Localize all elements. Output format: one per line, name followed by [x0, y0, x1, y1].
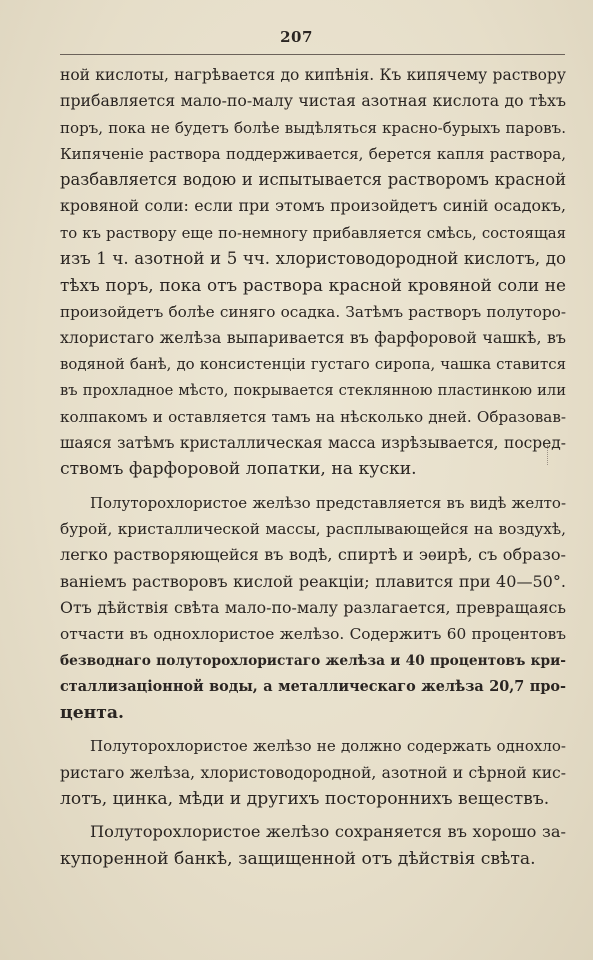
text-line: Полуторохлористое желѣзо не должно содержать однохло-: [90, 737, 566, 756]
text-line: въ прохладное мѣсто, покрывается стеклянною пластинкою или: [60, 381, 566, 399]
text-line: отчасти въ однохлористое желѣзо. Содержитъ 60 процентовъ: [60, 625, 566, 644]
text-line: ристаго желѣза, хлористоводородной, азотной и сѣрной кис-: [60, 763, 566, 782]
text-line: колпакомъ и оставляется тамъ на нѣсколько дней. Образовав-: [60, 407, 566, 426]
body-text: [60, 62, 566, 879]
margin-mark: [547, 445, 552, 465]
text-line: Отъ дѣйствія свѣта мало-по-малу разлагается, превращаясь: [60, 597, 566, 617]
text-line: шаяся затѣмъ кристаллическая масса изрѣзывается, посред-: [60, 434, 566, 453]
paragraph-4: [60, 819, 566, 872]
text-line: хлористаго желѣза выпаривается въ фарфоровой чашкѣ, въ: [60, 327, 566, 347]
text-line: изъ 1 ч. азотной и 5 чч. хлористоводородной кислотъ, до: [60, 249, 566, 269]
text-line: Полуторохлористое желѣзо сохраняется въ хорошо за-: [90, 822, 566, 842]
text-line: Полуторохлористое желѣзо представляется въ видѣ желто-: [90, 493, 566, 512]
text-line-bold: сталлизаціонной воды, а металлическаго желѣза 20,7 про-: [60, 677, 566, 695]
text-line: кровяной соли: если при этомъ произойдетъ синій осадокъ,: [60, 196, 566, 216]
text-line: прибавляется мало-по-малу чистая азотная кислота до тѣхъ: [60, 91, 566, 111]
text-line: ваніемъ растворовъ кислой реакціи; плавится при 40—50°.: [60, 571, 566, 591]
text-line: ствомъ фарфоровой лопатки, на куски.: [60, 459, 417, 480]
text-line: ной кислоты, нагрѣвается до кипѣнія. Къ кипячему раствору: [60, 66, 566, 84]
text-line-bold: безводнаго полуторохлористаго желѣза и 40 процентовъ кри-: [60, 652, 566, 669]
text-line: Кипяченіе раствора поддерживается, берется капля раствора,: [60, 144, 566, 163]
text-line: лотъ, цинка, мѣди и другихъ постороннихъ веществъ.: [60, 789, 550, 810]
text-line: то къ раствору еще по-немногу прибавляется смѣсь, состоящая: [60, 223, 566, 242]
page-number: 207: [280, 28, 313, 46]
text-line: бурой, кристаллической массы, расплывающейся на воздухѣ,: [60, 520, 566, 539]
paragraph-2: [60, 490, 566, 727]
text-line: легко растворяющейся въ водѣ, спиртѣ и эѳирѣ, съ образо-: [60, 545, 566, 565]
text-line: поръ, пока не будетъ болѣе выдѣляться красно-бурыхъ паровъ.: [60, 118, 566, 137]
header-rule: [60, 54, 565, 55]
paragraph-1: [60, 62, 566, 483]
text-line: произойдетъ болѣе синяго осадка. Затѣмъ растворъ полуторо-: [60, 302, 566, 321]
text-line-bold: цента.: [60, 703, 124, 724]
text-line: купоренной банкѣ, защищенной отъ дѣйствія свѣта.: [60, 848, 536, 869]
text-line: разбавляется водою и испытывается растворомъ красной: [60, 170, 566, 190]
text-line: тѣхъ поръ, пока отъ раствора красной кровяной соли не: [60, 275, 566, 296]
paragraph-3: [60, 733, 566, 812]
text-line: водяной банѣ, до консистенціи густаго сиропа, чашка ставится: [60, 355, 566, 374]
